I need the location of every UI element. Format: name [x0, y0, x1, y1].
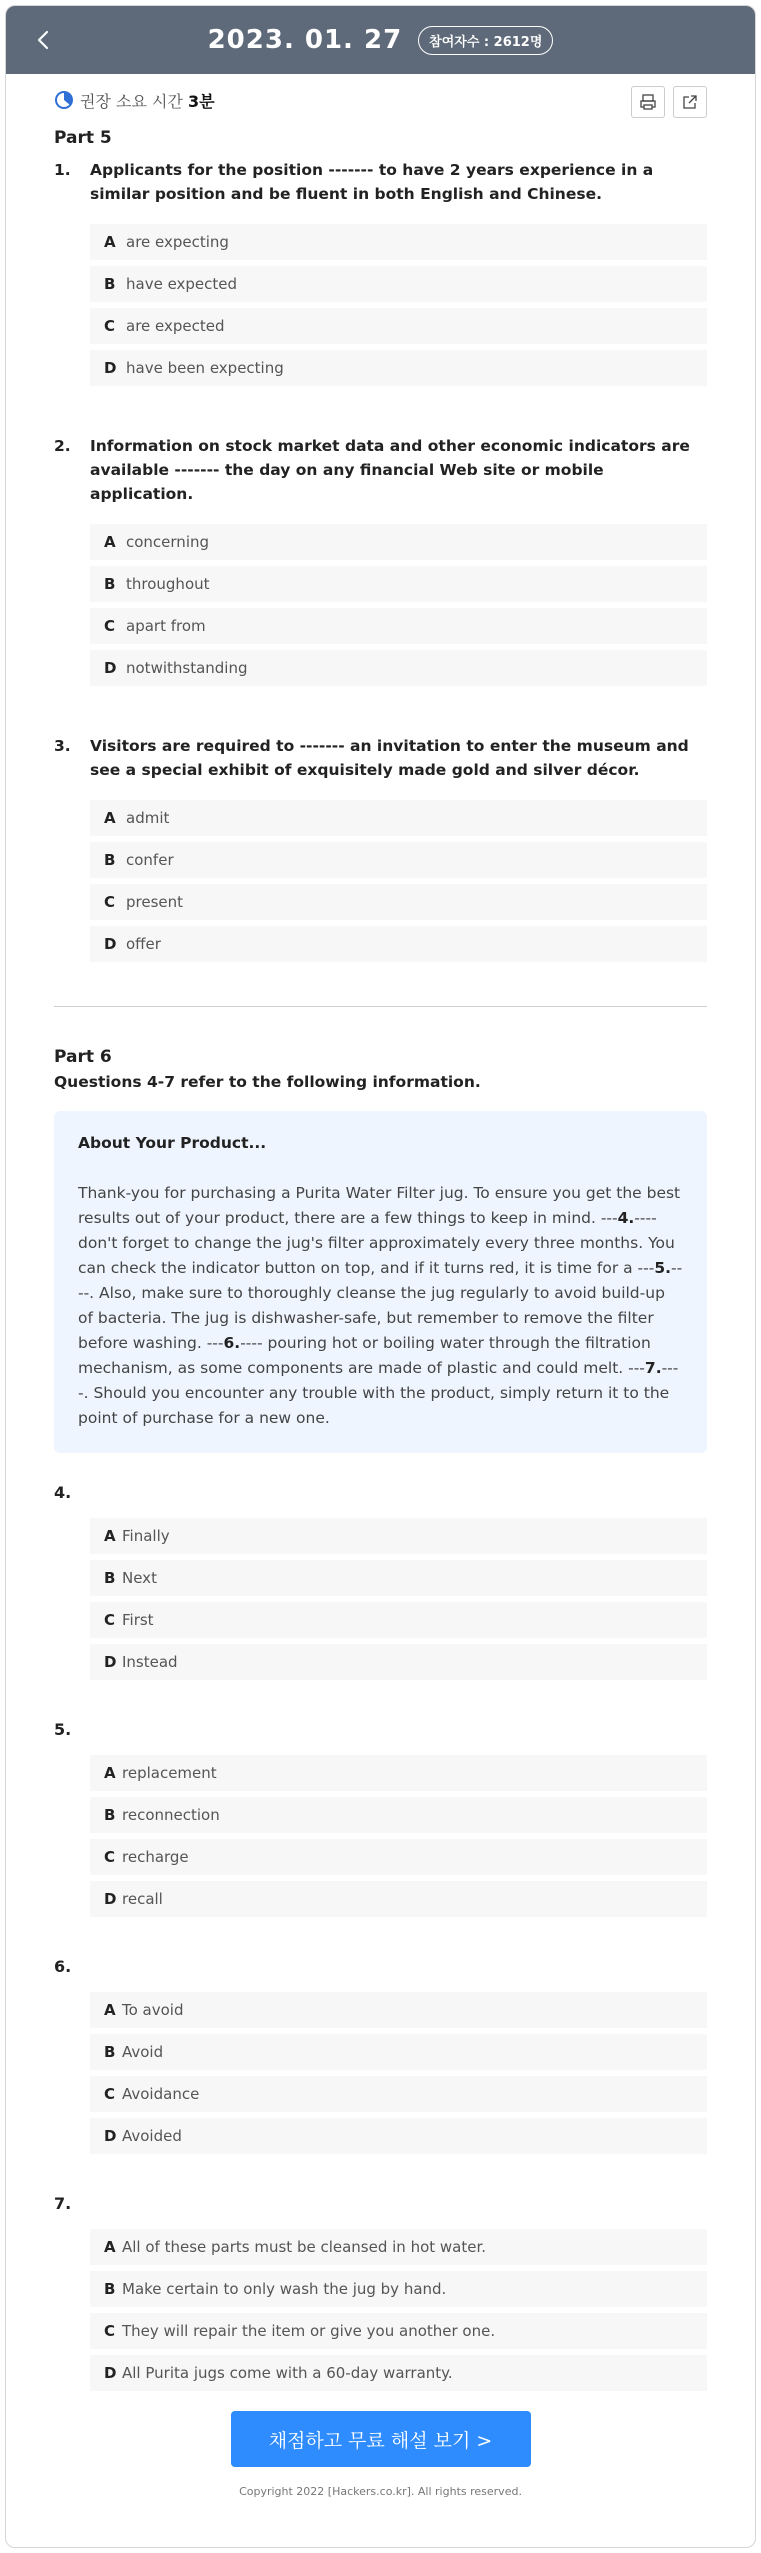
option-b[interactable]: B Make certain to only wash the jug by hand.: [90, 2271, 707, 2307]
part6-instructions: Questions 4-7 refer to the following information.: [54, 1073, 481, 1091]
option-b[interactable]: B Avoid: [90, 2034, 707, 2070]
option-list: [90, 1992, 707, 2154]
option-c[interactable]: C recharge: [90, 1839, 707, 1875]
option-a[interactable]: A All of these parts must be cleansed in hot water.: [90, 2229, 707, 2265]
share-button[interactable]: [673, 86, 707, 118]
option-a[interactable]: A Finally: [90, 1518, 707, 1554]
question-number: 7.: [54, 2194, 72, 2213]
question-number: 4.: [54, 1483, 72, 1502]
option-d[interactable]: D notwithstanding: [90, 650, 707, 686]
question-4: [54, 1483, 707, 1680]
section-divider: [54, 1006, 707, 1007]
option-a[interactable]: A are expecting: [90, 224, 707, 260]
print-icon: [639, 93, 657, 111]
option-b[interactable]: B confer: [90, 842, 707, 878]
option-b[interactable]: B throughout: [90, 566, 707, 602]
question-3: [54, 734, 707, 962]
option-c[interactable]: C Avoidance: [90, 2076, 707, 2112]
question-text: 2. Information on stock market data and other economic indicators are available ------- the day on any financial Web site or mobile application.: [54, 437, 690, 503]
reading-passage: [54, 1111, 707, 1453]
back-chevron-icon[interactable]: [30, 26, 58, 54]
option-c[interactable]: C They will repair the item or give you another one.: [90, 2313, 707, 2349]
option-d[interactable]: D Instead: [90, 1644, 707, 1680]
option-b[interactable]: B Next: [90, 1560, 707, 1596]
option-d[interactable]: D Avoided: [90, 2118, 707, 2154]
question-1: [54, 158, 707, 386]
option-a[interactable]: A To avoid: [90, 1992, 707, 2028]
part6-title: Part 6: [54, 1047, 112, 1067]
toolbar: [54, 74, 707, 126]
option-d[interactable]: D have been expecting: [90, 350, 707, 386]
share-icon: [681, 93, 699, 111]
option-c[interactable]: C present: [90, 884, 707, 920]
page-frame: [5, 5, 756, 2548]
option-b[interactable]: B reconnection: [90, 1797, 707, 1833]
option-a[interactable]: A replacement: [90, 1755, 707, 1791]
quiz-date: 2023. 01. 27: [207, 25, 403, 55]
question-6: [54, 1957, 707, 2154]
print-button[interactable]: [631, 86, 665, 118]
question-text: 3. Visitors are required to ------- an invitation to enter the museum and see a special exhibit of exquisitely made gold and silver décor.: [54, 737, 689, 779]
passage-body: Thank-you for purchasing a Purita Water Filter jug. To ensure you get the best results out of your product, there are a few things to keep in mind. ---4.---- don't forget to change the jug's filter approximately every three months. You can check the indicator button on top, and if it turns red, it is time for a ---5.----. Also, make sure to thoroughly cleanse the jug regularly to avoid build-up of bacteria. The jug is dishwasher-safe, but remember to remove the filter before washing. ---6.---- pouring hot or boiling water through the filtration mechanism, as some components are made of plastic and could melt. ---7.----. Should you encounter any trouble with the product, simply return it to the point of purchase for a new one.: [78, 1184, 683, 1427]
recommended-time: 권장 소요 시간 3분: [80, 91, 215, 111]
part5-title: Part 5: [54, 128, 112, 148]
option-list: [90, 1755, 707, 1917]
grade-and-view-explanation-button[interactable]: 채점하고 무료 해설 보기 >: [231, 2411, 531, 2467]
question-2: [54, 434, 707, 686]
question-text: 1. Applicants for the position ------- to have 2 years experience in a similar position and be fluent in both English and Chinese.: [54, 161, 654, 203]
option-c[interactable]: C are expected: [90, 308, 707, 344]
option-d[interactable]: D All Purita jugs come with a 60-day warranty.: [90, 2355, 707, 2391]
option-list: [90, 1518, 707, 1680]
option-list: [90, 800, 707, 962]
option-list: [90, 224, 707, 386]
option-b[interactable]: B have expected: [90, 266, 707, 302]
participants-badge: 참여자수 : 2612명: [418, 26, 553, 55]
question-number: 6.: [54, 1957, 72, 1976]
question-number: 5.: [54, 1720, 72, 1739]
copyright-text: Copyright 2022 [Hackers.co.kr]. All rights reserved.: [239, 2485, 522, 2498]
option-list: [90, 524, 707, 686]
passage-title: About Your Product...: [78, 1134, 267, 1152]
option-d[interactable]: D offer: [90, 926, 707, 962]
question-5: [54, 1720, 707, 1917]
option-a[interactable]: A concerning: [90, 524, 707, 560]
main-content: [6, 74, 755, 2498]
clock-icon: [54, 90, 74, 110]
option-list: [90, 2229, 707, 2391]
option-c[interactable]: C First: [90, 1602, 707, 1638]
option-d[interactable]: D recall: [90, 1881, 707, 1917]
tool-buttons: [631, 86, 707, 118]
option-a[interactable]: A admit: [90, 800, 707, 836]
option-c[interactable]: C apart from: [90, 608, 707, 644]
header-bar: [6, 6, 755, 74]
question-7: [54, 2194, 707, 2391]
